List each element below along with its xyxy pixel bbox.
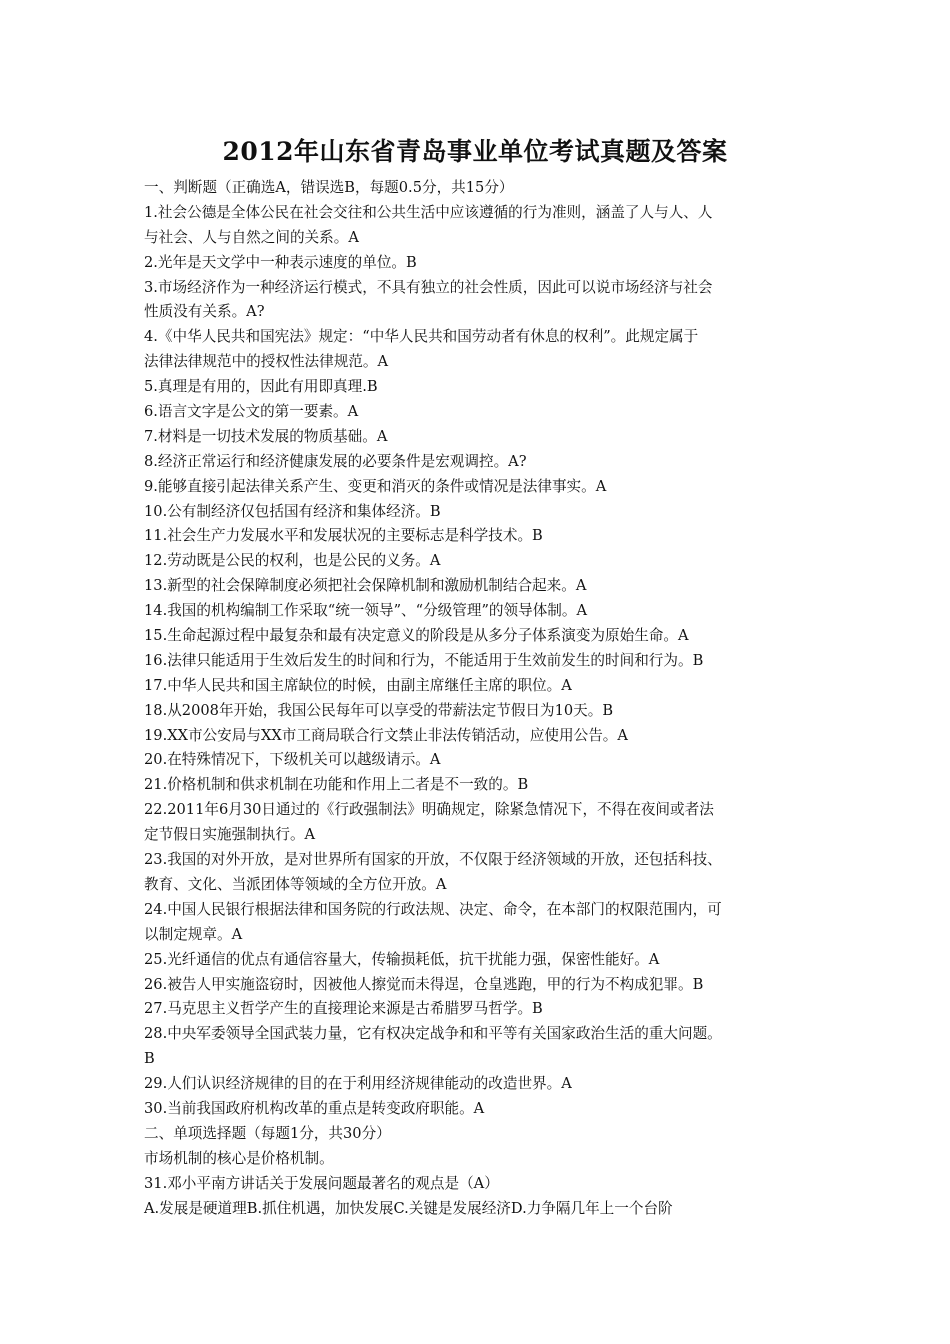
text-line: 9.能够直接引起法律关系产生、变更和消灭的条件或情况是法律事实。A bbox=[144, 477, 607, 495]
text-line: 16.法律只能适用于生效后发生的时间和行为，不能适用于生效前发生的时间和行为。B bbox=[144, 651, 704, 669]
text-line: 10.公有制经济仅包括国有经济和集体经济。B bbox=[144, 502, 441, 520]
text-line: 性质没有关系。A? bbox=[144, 303, 265, 321]
text-line: 4.《中华人民共和国宪法》规定：“中华人民共和国劳动者有休息的权利”。此规定属于 bbox=[144, 328, 699, 346]
text-line: 25.光纤通信的优点有通信容量大，传输损耗低，抗干扰能力强，保密性能好。A bbox=[144, 950, 660, 968]
text-line: 11.社会生产力发展水平和发展状况的主要标志是科学技术。B bbox=[144, 527, 543, 545]
text-line: 22.2011年6月30日通过的《行政强制法》明确规定，除紧急情况下，不得在夜间或者法 bbox=[144, 801, 714, 819]
text-line: 以制定规章。A bbox=[144, 925, 243, 943]
text-line: 定节假日实施强制执行。A bbox=[144, 826, 316, 844]
text-line: 8.经济正常运行和经济健康发展的必要条件是宏观调控。A? bbox=[144, 452, 527, 470]
text-line: 15.生命起源过程中最复杂和最有决定意义的阶段是从多分子体系演变为原始生命。A bbox=[144, 627, 689, 645]
text-line: 一、判断题（正确选A，错误选B，每题0.5分，共15分） bbox=[144, 179, 514, 196]
text-line: 18.从2008年开始，我国公民每年可以享受的带薪法定节假日为10天。B bbox=[144, 701, 614, 719]
text-line: 法律法律规范中的授权性法律规范。A bbox=[144, 353, 389, 371]
text-line: 27.马克思主义哲学产生的直接理论来源是古希腊罗马哲学。B bbox=[144, 1000, 543, 1018]
text-line: 1.社会公德是全体公民在社会交往和公共生活中应该遵循的行为准则，涵盖了人与人、人 bbox=[144, 203, 713, 221]
text-line: 13.新型的社会保障制度必须把社会保障机制和激励机制结合起来。A bbox=[144, 577, 587, 595]
text-line: 17.中华人民共和国主席缺位的时候，由副主席继任主席的职位。A bbox=[144, 676, 572, 694]
text-line: 6.语言文字是公文的第一要素。A bbox=[144, 403, 359, 421]
text-line: 28.中央军委领导全国武装力量，它有权决定战争和和平等有关国家政治生活的重大问题。 bbox=[144, 1025, 722, 1043]
text-line: 31.邓小平南方讲话关于发展问题最著名的观点是（A） bbox=[144, 1174, 499, 1192]
text-line: 14.我国的机构编制工作采取“统一领导”、“分级管理”的领导体制。A bbox=[144, 602, 588, 620]
text-line: B bbox=[144, 1050, 155, 1068]
document-title: 2012年山东省青岛事业单位考试真题及答案 bbox=[222, 137, 728, 166]
text-line: 5.真理是有用的，因此有用即真理.B bbox=[144, 378, 378, 396]
text-line: 20.在特殊情况下，下级机关可以越级请示。A bbox=[144, 751, 441, 769]
document-body bbox=[144, 176, 812, 1221]
text-line: 3.市场经济作为一种经济运行模式，不具有独立的社会性质，因此可以说市场经济与社会 bbox=[144, 278, 713, 296]
text-line: 19.XX市公安局与XX市工商局联合行文禁止非法传销活动，应使用公告。A bbox=[144, 726, 628, 744]
text-line: 与社会、人与自然之间的关系。A bbox=[144, 228, 359, 246]
text-line: 21.价格机制和供求机制在功能和作用上二者是不一致的。B bbox=[144, 776, 529, 794]
text-line: 教育、文化、当派团体等领域的全方位开放。A bbox=[144, 875, 447, 893]
text-line: 23.我国的对外开放，是对世界所有国家的开放，不仅限于经济领域的开放，还包括科技、 bbox=[144, 851, 722, 869]
text-line: A.发展是硬道理B.抓住机遇，加快发展C.关键是发展经济D.力争隔几年上一个台阶 bbox=[144, 1199, 673, 1217]
text-line: 7.材料是一切技术发展的物质基础。A bbox=[144, 427, 388, 445]
text-line: 24.中国人民银行根据法律和国务院的行政法规、决定、命令，在本部门的权限范围内，可 bbox=[144, 900, 722, 918]
text-line: 二、单项选择题（每题1分，共30分） bbox=[144, 1124, 391, 1142]
text-line: 12.劳动既是公民的权利，也是公民的义务。A bbox=[144, 552, 441, 570]
text-line: 26.被告人甲实施盗窃时，因被他人擦觉而未得逞，仓皇逃跑，甲的行为不构成犯罪。B bbox=[144, 975, 704, 993]
text-line: 市场机制的核心是价格机制。 bbox=[144, 1149, 334, 1167]
text-line: 2.光年是天文学中一种表示速度的单位。B bbox=[144, 253, 417, 271]
text-line: 29.人们认识经济规律的目的在于利用经济规律能动的改造世界。A bbox=[144, 1075, 572, 1093]
text-line: 30.当前我国政府机构改革的重点是转变政府职能。A bbox=[144, 1099, 485, 1117]
